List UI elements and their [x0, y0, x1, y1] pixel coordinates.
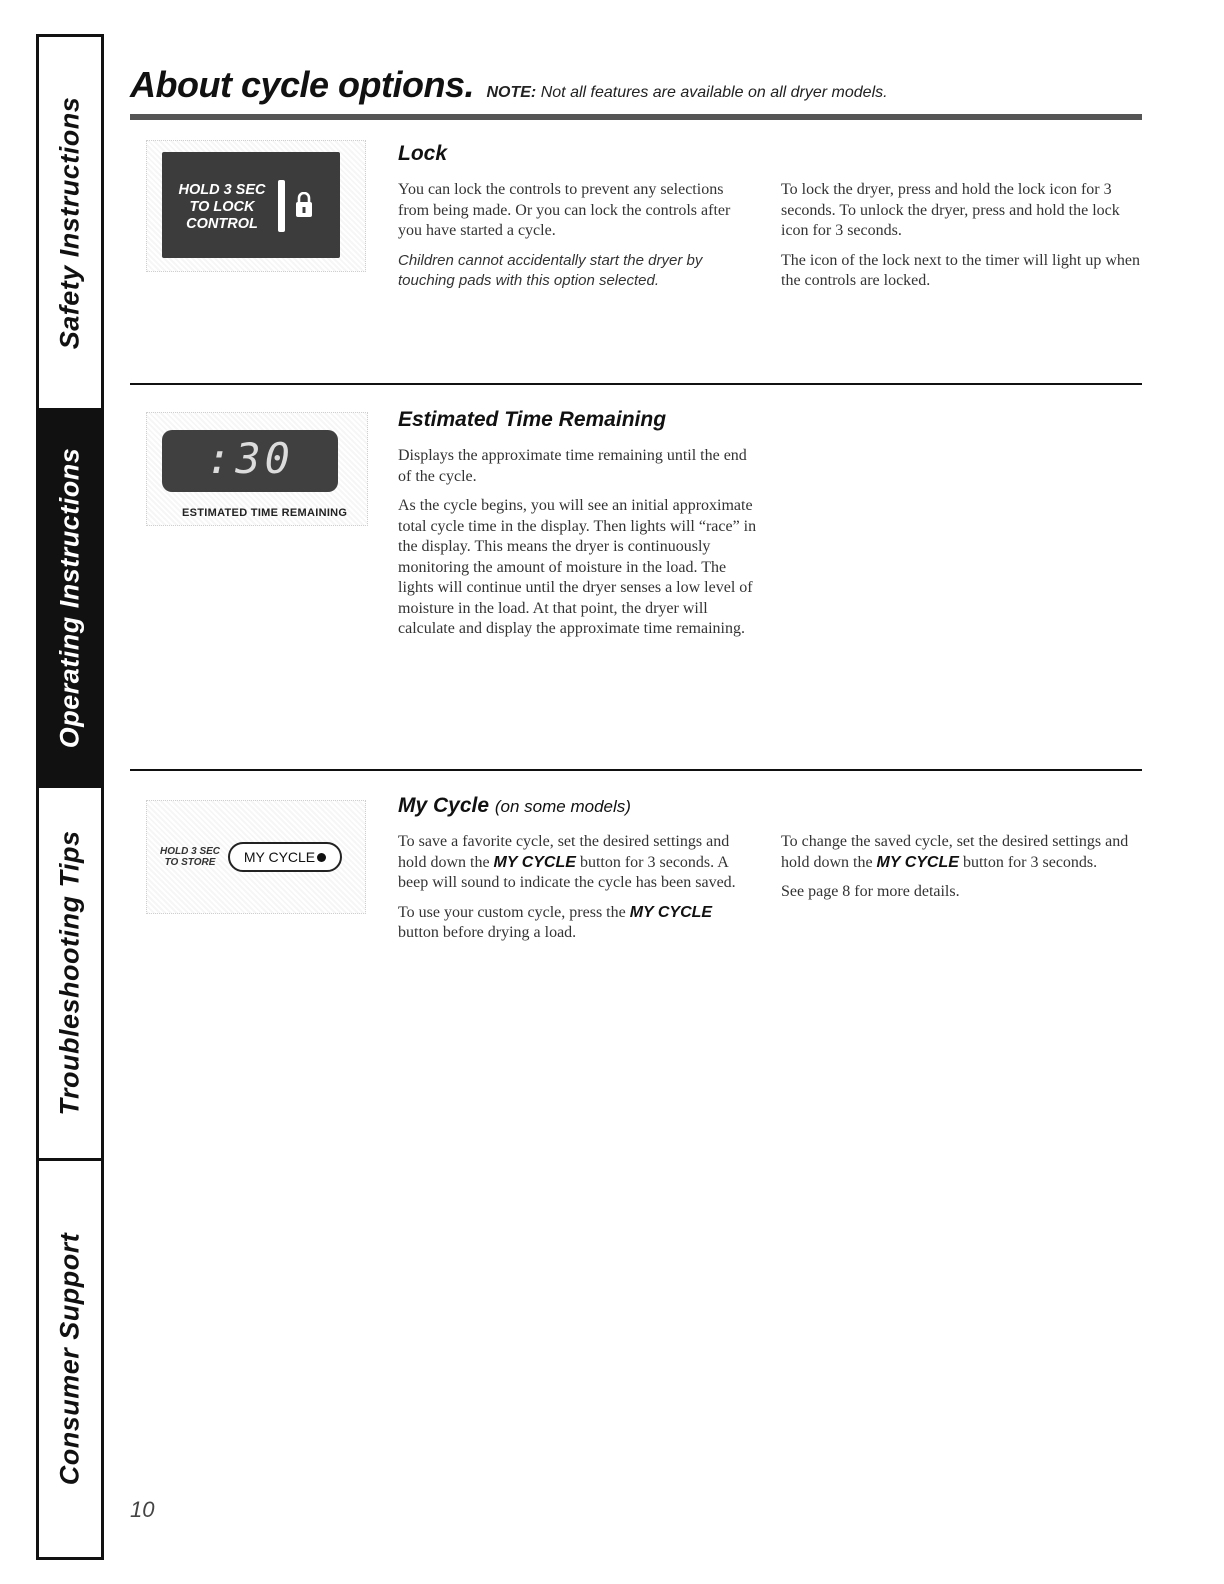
lock-child-note: Children cannot accidentally start the dryer by touching pads with this option selected. — [398, 251, 703, 289]
lock-heading: Lock — [398, 142, 448, 165]
lock-left-column — [398, 180, 748, 300]
page-title — [130, 64, 888, 106]
my-cycle-right-column — [781, 832, 1141, 912]
tab-operating-instructions[interactable] — [39, 411, 101, 788]
my-cycle-right-paragraph-1 — [781, 832, 1141, 873]
my-cycle-button-illustration — [228, 842, 342, 872]
timer-display-illustration — [162, 430, 338, 492]
note-text: Not all features are available on all dryer models. — [540, 84, 888, 101]
timer-caption: ESTIMATED TIME REMAINING — [182, 507, 348, 519]
section-tabs — [36, 34, 104, 1560]
my-cycle-button-ref: MY CYCLE — [876, 853, 959, 871]
lock-icon — [295, 192, 313, 218]
time-remaining-column — [398, 446, 760, 649]
my-cycle-button-label: MY CYCLE — [243, 849, 316, 865]
tab-label-troubleshooting: Troubleshooting Tips — [54, 830, 85, 1116]
my-cycle-heading-title: My Cycle — [398, 794, 490, 817]
lock-panel-bar — [278, 180, 285, 232]
my-cycle-text: To save a favorite cycle, set the desired settings and hold down the — [398, 833, 730, 871]
my-cycle-button-ref: MY CYCLE — [629, 903, 713, 921]
my-cycle-text: button for 3 seconds. — [962, 853, 1098, 871]
my-cycle-left-paragraph-1 — [398, 832, 748, 894]
lock-control-panel-illustration — [162, 152, 340, 258]
my-cycle-heading-sub: (on some models) — [494, 797, 631, 816]
lock-panel-text: HOLD 3 SEC TO LOCK CONTROL — [178, 182, 266, 232]
my-cycle-text: button before drying a load. — [398, 924, 577, 941]
time-remaining-paragraph-2: As the cycle begins, you will see an initial approximate total cycle time in the display. Then lights will “race” in the display. This means the dryer is continuously monitoring the amount of moisture in the load. The lights will continue until the dryer senses a low level of moisture in the load. At that point, the dryer will calculate and display the approximate time remaining. — [398, 497, 757, 637]
my-cycle-heading — [398, 794, 631, 818]
my-cycle-text: To change the saved cycle, set the desired settings and hold down the — [781, 833, 1129, 871]
tab-consumer-support[interactable] — [39, 1161, 101, 1557]
section-divider — [130, 383, 1142, 385]
my-cycle-text: button for 3 seconds. A beep will sound to indicate the cycle has been saved. — [398, 853, 736, 891]
my-cycle-text: To use your custom cycle, press the — [398, 903, 626, 921]
title-rule — [130, 114, 1142, 120]
page-number: 10 — [130, 1497, 155, 1522]
lock-left-paragraph: You can lock the controls to prevent any selections from being made. Or you can lock the controls after you have started a cycle. — [398, 181, 731, 239]
time-remaining-paragraph-1: Displays the approximate time remaining until the end of the cycle. — [398, 447, 747, 485]
timer-digits: :30 — [206, 434, 294, 483]
time-remaining-heading: Estimated Time Remaining — [398, 408, 667, 431]
my-cycle-button-ref: MY CYCLE — [493, 853, 576, 871]
lock-right-paragraph-1: To lock the dryer, press and hold the lock icon for 3 seconds. To unlock the dryer, press and hold the lock icon for 3 seconds. — [781, 181, 1120, 239]
tab-safety-instructions[interactable] — [39, 37, 101, 411]
my-cycle-right-paragraph-2: See page 8 for more details. — [781, 883, 960, 900]
tab-label-consumer: Consumer Support — [54, 1232, 85, 1486]
tab-label-safety: Safety Instructions — [54, 96, 85, 349]
tab-label-operating: Operating Instructions — [54, 447, 85, 749]
mycycle-hold-text: HOLD 3 SEC TO STORE — [160, 846, 221, 868]
section-divider — [130, 769, 1142, 771]
indicator-light-icon — [317, 853, 326, 862]
my-cycle-left-paragraph-2 — [398, 903, 748, 944]
lock-right-paragraph-2: The icon of the lock next to the timer will light up when the controls are locked. — [781, 251, 1141, 289]
my-cycle-left-column — [398, 832, 748, 953]
tab-troubleshooting-tips[interactable] — [39, 788, 101, 1161]
lock-right-column — [781, 180, 1141, 301]
page-title-main: About cycle options. — [130, 64, 475, 105]
note-label: NOTE: — [486, 84, 537, 101]
